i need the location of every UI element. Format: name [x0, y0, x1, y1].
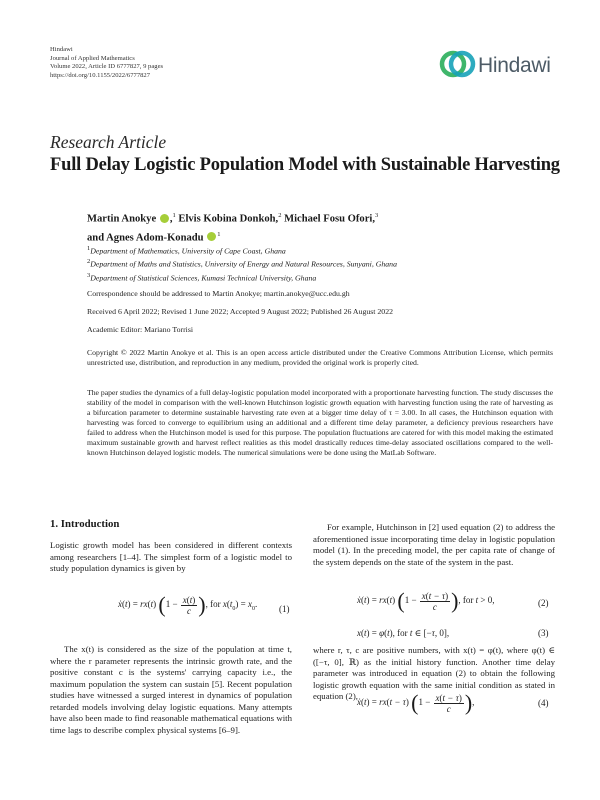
paragraph: Logistic growth model has been considered in different contexts among researchers [1–4]. The simplest form of a logistic model to study population dynamics is given by — [50, 540, 292, 573]
hindawi-logo-icon — [438, 46, 478, 84]
author-name: Martin Anokye — [87, 213, 157, 225]
publisher-name: Hindawi — [50, 46, 73, 53]
affiliation-item: $^3$Department of Statistical Sciences, Kumasi Technical University, Ghana — [87, 271, 317, 283]
journal-meta — [50, 46, 163, 80]
affiliation-item: $^2$Department of Maths and Statistics, University of Energy and Natural Resources, Sunyani, Ghana — [87, 258, 397, 269]
author-list: Martin Anokye ,$^1$ Elvis Kobina Donkoh,$^2$ Michael Fosu Ofori,$^3$ and Agnes Adom-Konadu $^1$ — [87, 212, 379, 244]
author-affil-sup: 2 — [278, 212, 282, 219]
author-name: and Agnes Adom-Konadu — [87, 232, 204, 244]
article-type: Research Article — [50, 132, 167, 152]
equation-number: (1) — [279, 604, 290, 614]
paper-title: Full Delay Logistic Population Model with Sustainable Harvesting — [50, 155, 560, 175]
author-name: Elvis Kobina Donkoh, — [178, 213, 279, 225]
author-affil-sup: 3 — [375, 212, 379, 219]
copyright-notice: Copyright © 2022 Martin Anokye et al. This is an open access article distributed under the Creative Commons Attribution License, which permits unrestricted use, distribution, and reproduction in any medium, provided the original work is properly cited. — [87, 348, 553, 367]
equation-4: ẋ(t) = rx(t − τ) (1 − $\frac{x(t - \tau)}{c}$ ), — [357, 690, 475, 715]
section-heading: 1. Introduction — [50, 518, 120, 530]
journal-name: Journal of Applied Mathematics — [50, 54, 135, 62]
equation-1: ẋ(t) = rx(t) (1 − $\frac{x(t)}{c}$ ), for $x(t_0) = x_0$. — [118, 592, 258, 617]
equation-number: (2) — [538, 598, 549, 608]
equation-number: (4) — [538, 698, 549, 708]
publication-dates: Received 6 April 2022; Revised 1 June 2022; Accepted 9 August 2022; Published 26 August 2022 — [87, 307, 394, 316]
orcid-icon[interactable] — [207, 232, 216, 241]
doi-link[interactable]: https://doi.org/10.1155/2022/6777827 — [50, 71, 151, 79]
orcid-icon[interactable] — [160, 214, 169, 223]
abstract: The paper studies the dynamics of a full delay-logistic population model incorporated with a proportionate harvesting function. The study discusses the stability of the model in comparison with the well-known Hutchinson logistic growth equation with harvesting function using the rate of harvesting as a bifurcation parameter to determine sustainable harvesting rate even at a bigger time delay of τ = 3.00. In all cases, the Hutchinson equation with harvesting was forced to converge to equilibrium using an additional and a different time delay parameter, a deficiency previous researchers have failed to address when the Hutchinson model is used for this purpose. The population fluctuations are catered for with this model making the estimated maximum sustainable growth and harvest reflect realities as this model drastically reduces time-delay associated oscillations compared to the well-known Hutchinson delayed logistic models. The numerical simulations were be done using the MatLab Software. — [87, 388, 553, 457]
author-affil-sup: 1 — [217, 230, 221, 238]
logo-wordmark: Hindawi — [478, 54, 551, 77]
correspondence: Correspondence should be addressed to Martin Anokye; martin.anokye@ucc.edu.gh — [87, 289, 350, 298]
paragraph: where r, τ, c are positive numbers, with x(t) = φ(t), where φ(t) ∈ ([−τ, 0], ℝ) as the initial history function. Another time delay parameter was introduced in equation (2) to obtain the following logistic growth equation with the same initial condition as stated in equation (2), — [313, 645, 555, 701]
author-name: Michael Fosu Ofori, — [284, 213, 376, 225]
volume-info: Volume 2022, Article ID 6777827, 9 pages — [50, 63, 164, 71]
author-affil-sup: 1 — [172, 212, 176, 219]
paragraph: For example, Hutchinson in [2] used equation (2) to address the aforementioned issue incorporating time delay in logistic population model (1). In the preceding model, the per capita rate of change of the system depends on the state of the system in the past. — [313, 522, 555, 567]
equation-3: x(t) = φ(t), for t ∈ [−τ, 0], — [357, 628, 450, 638]
equation-number: (3) — [538, 628, 549, 638]
affiliation-item: $^1$Department of Mathematics, University of Cape Coast, Ghana — [87, 245, 286, 256]
academic-editor: Academic Editor: Mariano Torrisi — [87, 325, 194, 334]
affiliations — [87, 244, 397, 284]
equation-2: ẋ(t) = rx(t) (1 − $\frac{x(t - \tau)}{c}$ ), for t > 0, — [357, 588, 495, 613]
paragraph: The x(t) is considered as the size of the population at time t, where the r parameter represents the intrinsic growth rate, and the positive constant c is the systems' carrying capacity i.e., the maximum population the system can sustain [5]. Recent population studies have witnessed a surged interest in dynamics of population retarded models involving delay logistic equations. Many attempts have also been made to find reasonable mathematical equations with time lags to describe complex physical systems [6–9]. — [50, 644, 292, 735]
